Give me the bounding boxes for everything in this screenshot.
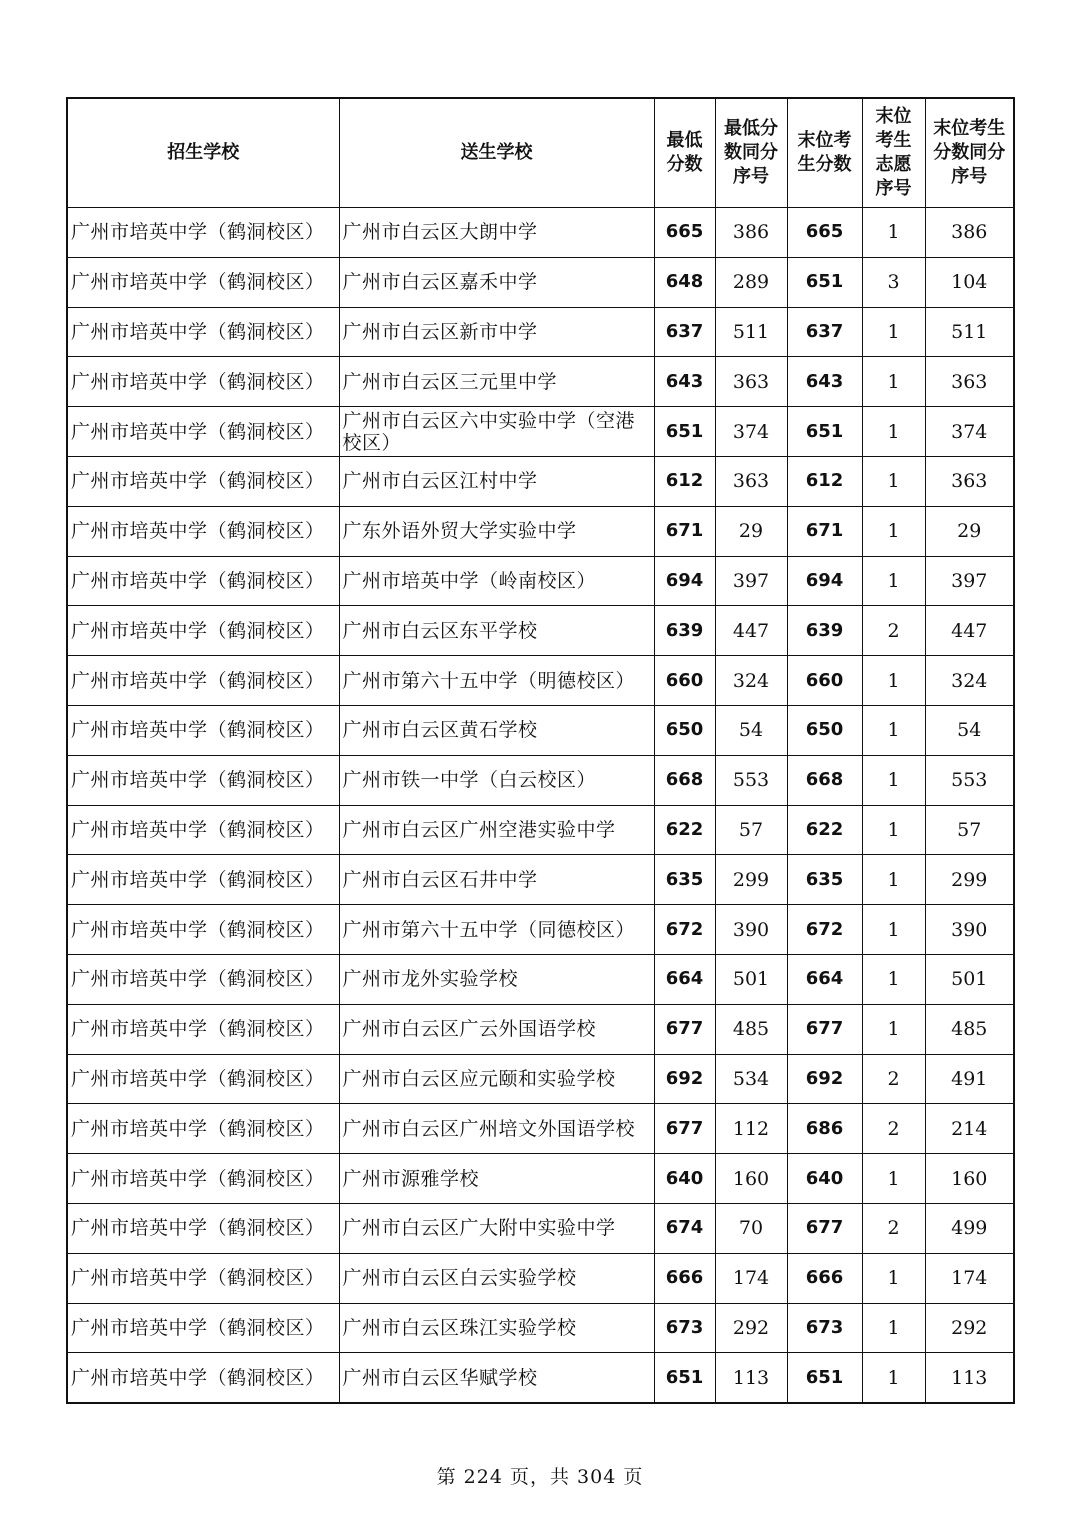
enrolling-school-cell: 广州市培英中学（鹤洞校区）: [67, 1203, 339, 1253]
enrolling-school-cell: 广州市培英中学（鹤洞校区）: [67, 606, 339, 656]
table-header-row: [67, 98, 1014, 208]
enrolling-school-cell: 广州市培英中学（鹤洞校区）: [67, 456, 339, 506]
last-score-cell: 651: [787, 407, 862, 457]
sending-school-cell: 广州市白云区东平学校: [339, 606, 654, 656]
last-score-cell: 668: [787, 755, 862, 805]
last-score-cell: 660: [787, 656, 862, 706]
last-choice-rank-cell: 1: [862, 208, 925, 258]
enrolling-school-cell: 广州市培英中学（鹤洞校区）: [67, 705, 339, 755]
header-last-score-rank: 末位考生 分数同分 序号: [925, 98, 1014, 208]
min-score-rank-cell: 386: [715, 208, 787, 258]
table-row: [67, 1154, 1014, 1204]
table-row: [67, 456, 1014, 506]
min-score-rank-cell: 70: [715, 1203, 787, 1253]
min-score-rank-cell: 57: [715, 805, 787, 855]
table-row: [67, 954, 1014, 1004]
enrolling-school-cell: 广州市培英中学（鹤洞校区）: [67, 357, 339, 407]
last-score-rank-cell: 447: [925, 606, 1014, 656]
last-choice-rank-cell: 1: [862, 755, 925, 805]
enrolling-school-cell: 广州市培英中学（鹤洞校区）: [67, 656, 339, 706]
sending-school-cell: 广州市第六十五中学（明德校区）: [339, 656, 654, 706]
last-score-rank-cell: 292: [925, 1303, 1014, 1353]
last-choice-rank-cell: 1: [862, 855, 925, 905]
last-score-cell: 666: [787, 1253, 862, 1303]
min-score-cell: 692: [654, 1054, 715, 1104]
last-score-rank-cell: 104: [925, 257, 1014, 307]
last-choice-rank-cell: 1: [862, 357, 925, 407]
sending-school-cell: 广州市白云区新市中学: [339, 307, 654, 357]
last-score-cell: 673: [787, 1303, 862, 1353]
last-score-rank-cell: 491: [925, 1054, 1014, 1104]
last-score-rank-cell: 390: [925, 905, 1014, 955]
last-score-rank-cell: 553: [925, 755, 1014, 805]
sending-school-cell: 广州市白云区江村中学: [339, 456, 654, 506]
min-score-rank-cell: 397: [715, 556, 787, 606]
sending-school-cell: 广州市源雅学校: [339, 1154, 654, 1204]
min-score-cell: 650: [654, 705, 715, 755]
last-score-rank-cell: 485: [925, 1004, 1014, 1054]
enrolling-school-cell: 广州市培英中学（鹤洞校区）: [67, 1004, 339, 1054]
table-row: [67, 1253, 1014, 1303]
last-choice-rank-cell: 1: [862, 905, 925, 955]
last-score-rank-cell: 29: [925, 506, 1014, 556]
last-choice-rank-cell: 1: [862, 1253, 925, 1303]
min-score-rank-cell: 292: [715, 1303, 787, 1353]
last-score-rank-cell: 374: [925, 407, 1014, 457]
sending-school-cell: 广州市第六十五中学（同德校区）: [339, 905, 654, 955]
last-choice-rank-cell: 1: [862, 307, 925, 357]
enrolling-school-cell: 广州市培英中学（鹤洞校区）: [67, 954, 339, 1004]
last-score-cell: 692: [787, 1054, 862, 1104]
table-row: [67, 606, 1014, 656]
min-score-rank-cell: 553: [715, 755, 787, 805]
last-choice-rank-cell: 2: [862, 606, 925, 656]
sending-school-cell: 广州市白云区黄石学校: [339, 705, 654, 755]
enrolling-school-cell: 广州市培英中学（鹤洞校区）: [67, 1303, 339, 1353]
last-score-rank-cell: 299: [925, 855, 1014, 905]
enrolling-school-cell: 广州市培英中学（鹤洞校区）: [67, 407, 339, 457]
header-sending-school: 送生学校: [339, 98, 654, 208]
last-score-rank-cell: 324: [925, 656, 1014, 706]
min-score-rank-cell: 54: [715, 705, 787, 755]
last-score-rank-cell: 363: [925, 456, 1014, 506]
min-score-cell: 677: [654, 1104, 715, 1154]
min-score-rank-cell: 29: [715, 506, 787, 556]
last-score-cell: 651: [787, 1353, 862, 1403]
header-enrolling-school: 招生学校: [67, 98, 339, 208]
min-score-rank-cell: 501: [715, 954, 787, 1004]
last-choice-rank-cell: 1: [862, 506, 925, 556]
table-row: [67, 855, 1014, 905]
min-score-rank-cell: 289: [715, 257, 787, 307]
min-score-cell: 635: [654, 855, 715, 905]
table-row: [67, 1004, 1014, 1054]
last-choice-rank-cell: 1: [862, 407, 925, 457]
last-score-cell: 677: [787, 1203, 862, 1253]
sending-school-cell: 广州市白云区六中实验中学（空港校区）: [339, 407, 654, 457]
last-score-cell: 664: [787, 954, 862, 1004]
last-score-cell: 672: [787, 905, 862, 955]
enrolling-school-cell: 广州市培英中学（鹤洞校区）: [67, 1104, 339, 1154]
table-row: [67, 1104, 1014, 1154]
sending-school-cell: 广州市培英中学（岭南校区）: [339, 556, 654, 606]
sending-school-cell: 广州市白云区广大附中实验中学: [339, 1203, 654, 1253]
min-score-rank-cell: 299: [715, 855, 787, 905]
table-row: [67, 506, 1014, 556]
table-row: [67, 1353, 1014, 1403]
last-choice-rank-cell: 1: [862, 1303, 925, 1353]
last-choice-rank-cell: 2: [862, 1104, 925, 1154]
header-min-score: 最低 分数: [654, 98, 715, 208]
min-score-cell: 668: [654, 755, 715, 805]
last-score-cell: 637: [787, 307, 862, 357]
last-choice-rank-cell: 2: [862, 1203, 925, 1253]
last-choice-rank-cell: 1: [862, 656, 925, 706]
min-score-rank-cell: 363: [715, 357, 787, 407]
table-row: [67, 705, 1014, 755]
sending-school-cell: 广州市白云区华赋学校: [339, 1353, 654, 1403]
enrolling-school-cell: 广州市培英中学（鹤洞校区）: [67, 1353, 339, 1403]
min-score-rank-cell: 390: [715, 905, 787, 955]
enrolling-school-cell: 广州市培英中学（鹤洞校区）: [67, 755, 339, 805]
last-score-cell: 686: [787, 1104, 862, 1154]
last-choice-rank-cell: 2: [862, 1054, 925, 1104]
min-score-cell: 674: [654, 1203, 715, 1253]
sending-school-cell: 广州市白云区广州培文外国语学校: [339, 1104, 654, 1154]
last-choice-rank-cell: 1: [862, 954, 925, 1004]
min-score-rank-cell: 485: [715, 1004, 787, 1054]
table-row: [67, 905, 1014, 955]
last-score-rank-cell: 397: [925, 556, 1014, 606]
last-score-cell: 671: [787, 506, 862, 556]
last-score-cell: 677: [787, 1004, 862, 1054]
min-score-rank-cell: 113: [715, 1353, 787, 1403]
last-score-rank-cell: 511: [925, 307, 1014, 357]
enrolling-school-cell: 广州市培英中学（鹤洞校区）: [67, 556, 339, 606]
table-row: [67, 357, 1014, 407]
last-score-cell: 643: [787, 357, 862, 407]
min-score-rank-cell: 447: [715, 606, 787, 656]
sending-school-cell: 广州市白云区大朗中学: [339, 208, 654, 258]
last-score-rank-cell: 113: [925, 1353, 1014, 1403]
min-score-cell: 672: [654, 905, 715, 955]
table-row: [67, 556, 1014, 606]
enrolling-school-cell: 广州市培英中学（鹤洞校区）: [67, 208, 339, 258]
sending-school-cell: 广州市白云区三元里中学: [339, 357, 654, 407]
table-row: [67, 1303, 1014, 1353]
min-score-cell: 640: [654, 1154, 715, 1204]
header-min-score-rank: 最低分 数同分 序号: [715, 98, 787, 208]
last-score-rank-cell: 363: [925, 357, 1014, 407]
table-row: [67, 755, 1014, 805]
min-score-cell: 666: [654, 1253, 715, 1303]
sending-school-cell: 广州市白云区广州空港实验中学: [339, 805, 654, 855]
enrolling-school-cell: 广州市培英中学（鹤洞校区）: [67, 1154, 339, 1204]
last-choice-rank-cell: 1: [862, 456, 925, 506]
sending-school-cell: 广州市铁一中学（白云校区）: [339, 755, 654, 805]
min-score-rank-cell: 363: [715, 456, 787, 506]
min-score-cell: 648: [654, 257, 715, 307]
min-score-rank-cell: 534: [715, 1054, 787, 1104]
min-score-rank-cell: 160: [715, 1154, 787, 1204]
last-score-cell: 635: [787, 855, 862, 905]
min-score-cell: 671: [654, 506, 715, 556]
table-row: [67, 805, 1014, 855]
min-score-cell: 673: [654, 1303, 715, 1353]
last-score-rank-cell: 386: [925, 208, 1014, 258]
min-score-cell: 694: [654, 556, 715, 606]
enrolling-school-cell: 广州市培英中学（鹤洞校区）: [67, 855, 339, 905]
table-row: [67, 307, 1014, 357]
last-score-rank-cell: 57: [925, 805, 1014, 855]
last-score-cell: 665: [787, 208, 862, 258]
min-score-cell: 665: [654, 208, 715, 258]
last-score-rank-cell: 174: [925, 1253, 1014, 1303]
last-score-cell: 640: [787, 1154, 862, 1204]
min-score-cell: 651: [654, 1353, 715, 1403]
sending-school-cell: 广州市白云区石井中学: [339, 855, 654, 905]
table-row: [67, 208, 1014, 258]
enrolling-school-cell: 广州市培英中学（鹤洞校区）: [67, 805, 339, 855]
admission-score-table: [66, 97, 1015, 1404]
min-score-cell: 651: [654, 407, 715, 457]
last-score-rank-cell: 501: [925, 954, 1014, 1004]
min-score-cell: 639: [654, 606, 715, 656]
last-choice-rank-cell: 1: [862, 1353, 925, 1403]
last-score-cell: 694: [787, 556, 862, 606]
table-row: [67, 257, 1014, 307]
last-score-cell: 612: [787, 456, 862, 506]
sending-school-cell: 广州市白云区嘉禾中学: [339, 257, 654, 307]
min-score-cell: 660: [654, 656, 715, 706]
min-score-cell: 637: [654, 307, 715, 357]
last-choice-rank-cell: 1: [862, 1004, 925, 1054]
min-score-cell: 677: [654, 1004, 715, 1054]
sending-school-cell: 广州市白云区白云实验学校: [339, 1253, 654, 1303]
table-row: [67, 407, 1014, 457]
last-choice-rank-cell: 1: [862, 805, 925, 855]
table-row: [67, 656, 1014, 706]
header-last-choice-rank: 末位 考生 志愿 序号: [862, 98, 925, 208]
last-score-rank-cell: 499: [925, 1203, 1014, 1253]
sending-school-cell: 广州市白云区珠江实验学校: [339, 1303, 654, 1353]
enrolling-school-cell: 广州市培英中学（鹤洞校区）: [67, 257, 339, 307]
enrolling-school-cell: 广州市培英中学（鹤洞校区）: [67, 1253, 339, 1303]
header-last-score: 末位考 生分数: [787, 98, 862, 208]
min-score-rank-cell: 374: [715, 407, 787, 457]
last-score-rank-cell: 160: [925, 1154, 1014, 1204]
last-score-cell: 651: [787, 257, 862, 307]
table-row: [67, 1054, 1014, 1104]
enrolling-school-cell: 广州市培英中学（鹤洞校区）: [67, 307, 339, 357]
min-score-rank-cell: 112: [715, 1104, 787, 1154]
last-score-cell: 639: [787, 606, 862, 656]
sending-school-cell: 广州市白云区应元颐和实验学校: [339, 1054, 654, 1104]
table-body: [67, 208, 1014, 1404]
min-score-cell: 622: [654, 805, 715, 855]
last-choice-rank-cell: 1: [862, 556, 925, 606]
table-row: [67, 1203, 1014, 1253]
min-score-cell: 664: [654, 954, 715, 1004]
min-score-cell: 612: [654, 456, 715, 506]
min-score-cell: 643: [654, 357, 715, 407]
sending-school-cell: 广东外语外贸大学实验中学: [339, 506, 654, 556]
last-score-cell: 650: [787, 705, 862, 755]
last-score-cell: 622: [787, 805, 862, 855]
enrolling-school-cell: 广州市培英中学（鹤洞校区）: [67, 905, 339, 955]
page-footer: 第 224 页，共 304 页: [436, 1466, 644, 1488]
enrolling-school-cell: 广州市培英中学（鹤洞校区）: [67, 506, 339, 556]
last-choice-rank-cell: 3: [862, 257, 925, 307]
enrolling-school-cell: 广州市培英中学（鹤洞校区）: [67, 1054, 339, 1104]
last-score-rank-cell: 214: [925, 1104, 1014, 1154]
min-score-rank-cell: 324: [715, 656, 787, 706]
min-score-rank-cell: 511: [715, 307, 787, 357]
sending-school-cell: 广州市白云区广云外国语学校: [339, 1004, 654, 1054]
last-choice-rank-cell: 1: [862, 705, 925, 755]
last-choice-rank-cell: 1: [862, 1154, 925, 1204]
min-score-rank-cell: 174: [715, 1253, 787, 1303]
sending-school-cell: 广州市龙外实验学校: [339, 954, 654, 1004]
last-score-rank-cell: 54: [925, 705, 1014, 755]
